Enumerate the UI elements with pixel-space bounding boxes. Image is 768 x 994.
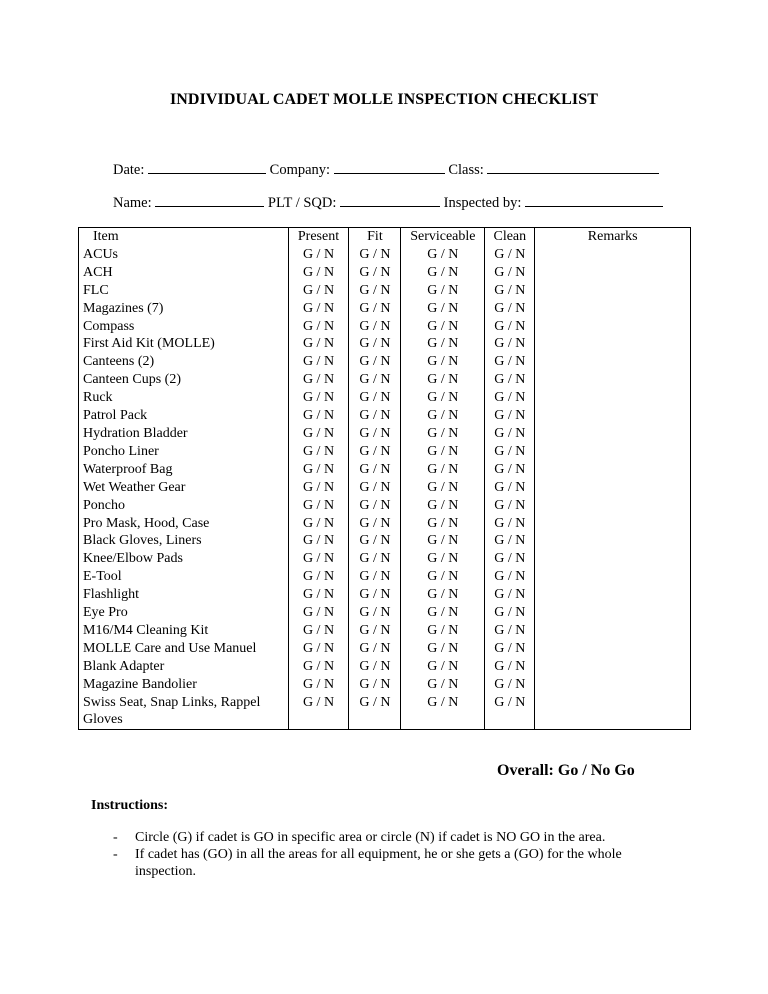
fit-mark[interactable]: G / N: [349, 443, 401, 461]
overall-result: Overall: Go / No Go: [497, 762, 635, 779]
plt-sqd-label: PLT / SQD:: [267, 195, 337, 211]
table-row: [79, 300, 691, 318]
serviceable-mark[interactable]: G / N: [401, 515, 485, 533]
item-name: Blank Adapter: [79, 658, 289, 676]
item-name: MOLLE Care and Use Manuel: [79, 640, 289, 658]
item-name: Poncho Liner: [79, 443, 289, 461]
serviceable-mark[interactable]: G / N: [401, 282, 485, 300]
clean-mark[interactable]: G / N: [485, 282, 535, 300]
company-label: Company:: [269, 162, 331, 178]
table-row: [79, 622, 691, 640]
serviceable-mark[interactable]: G / N: [401, 497, 485, 515]
fit-mark[interactable]: G / N: [349, 264, 401, 282]
present-mark[interactable]: G / N: [288, 479, 349, 497]
fit-mark[interactable]: G / N: [349, 640, 401, 658]
serviceable-mark[interactable]: G / N: [401, 532, 485, 550]
remarks-cell[interactable]: [535, 586, 691, 604]
inspection-table: [78, 227, 691, 730]
col-header-fit: Fit: [349, 228, 401, 246]
remarks-cell[interactable]: [535, 515, 691, 533]
fit-mark[interactable]: G / N: [349, 318, 401, 336]
present-mark[interactable]: G / N: [288, 371, 349, 389]
clean-mark[interactable]: G / N: [485, 389, 535, 407]
present-mark[interactable]: G / N: [288, 497, 349, 515]
table-row: [79, 335, 691, 353]
present-mark[interactable]: G / N: [288, 676, 349, 694]
instructions-heading: Instructions:: [91, 798, 169, 813]
clean-mark[interactable]: G / N: [485, 300, 535, 318]
table-header-row: [79, 228, 691, 246]
present-mark[interactable]: G / N: [288, 694, 349, 730]
present-mark[interactable]: G / N: [288, 622, 349, 640]
date-field[interactable]: [148, 161, 266, 174]
item-name: Hydration Bladder: [79, 425, 289, 443]
serviceable-mark[interactable]: G / N: [401, 371, 485, 389]
table-row: [79, 497, 691, 515]
item-name: Swiss Seat, Snap Links, Rappel Gloves: [79, 694, 289, 730]
clean-mark[interactable]: G / N: [485, 443, 535, 461]
remarks-cell[interactable]: [535, 389, 691, 407]
table-row: [79, 568, 691, 586]
clean-mark[interactable]: G / N: [485, 335, 535, 353]
instruction-text: If cadet has (GO) in all the areas for all equipment, he or she gets a (GO) for the whole inspection.: [135, 847, 622, 879]
table-row: [79, 640, 691, 658]
instruction-text: Circle (G) if cadet is GO in specific area or circle (N) if cadet is NO GO in the area.: [135, 830, 606, 845]
remarks-cell[interactable]: [535, 371, 691, 389]
item-name: ACUs: [79, 246, 289, 264]
fit-mark[interactable]: G / N: [349, 282, 401, 300]
serviceable-mark[interactable]: G / N: [401, 300, 485, 318]
fit-mark[interactable]: G / N: [349, 335, 401, 353]
item-name: Knee/Elbow Pads: [79, 550, 289, 568]
clean-mark[interactable]: G / N: [485, 246, 535, 264]
serviceable-mark[interactable]: G / N: [401, 407, 485, 425]
plt-sqd-field[interactable]: [340, 194, 440, 207]
table-row: [79, 443, 691, 461]
fit-mark[interactable]: G / N: [349, 532, 401, 550]
serviceable-mark[interactable]: G / N: [401, 425, 485, 443]
serviceable-mark[interactable]: G / N: [401, 604, 485, 622]
table-row: [79, 282, 691, 300]
item-name: E-Tool: [79, 568, 289, 586]
present-mark[interactable]: G / N: [288, 264, 349, 282]
remarks-cell[interactable]: [535, 532, 691, 550]
remarks-cell[interactable]: [535, 622, 691, 640]
name-label: Name:: [113, 195, 152, 211]
item-name: Canteens (2): [79, 353, 289, 371]
fit-mark[interactable]: G / N: [349, 658, 401, 676]
present-mark[interactable]: G / N: [288, 389, 349, 407]
fit-mark[interactable]: G / N: [349, 461, 401, 479]
fit-mark[interactable]: G / N: [349, 497, 401, 515]
fit-mark[interactable]: G / N: [349, 694, 401, 730]
present-mark[interactable]: G / N: [288, 300, 349, 318]
table-row: [79, 658, 691, 676]
present-mark[interactable]: G / N: [288, 443, 349, 461]
clean-mark[interactable]: G / N: [485, 515, 535, 533]
col-header-item: Item: [79, 228, 289, 246]
instruction-item: - If cadet has (GO) in all the areas for all equipment, he or she gets a (GO) for the whole inspection.: [113, 847, 622, 879]
serviceable-mark[interactable]: G / N: [401, 622, 485, 640]
fit-mark[interactable]: G / N: [349, 479, 401, 497]
instructions-list: [113, 829, 673, 880]
clean-mark[interactable]: G / N: [485, 532, 535, 550]
present-mark[interactable]: G / N: [288, 461, 349, 479]
clean-mark[interactable]: G / N: [485, 407, 535, 425]
serviceable-mark[interactable]: G / N: [401, 353, 485, 371]
remarks-cell[interactable]: [535, 282, 691, 300]
table-row: [79, 353, 691, 371]
serviceable-mark[interactable]: G / N: [401, 443, 485, 461]
present-mark[interactable]: G / N: [288, 246, 349, 264]
serviceable-mark[interactable]: G / N: [401, 264, 485, 282]
remarks-cell[interactable]: [535, 335, 691, 353]
item-name: Eye Pro: [79, 604, 289, 622]
item-name: Wet Weather Gear: [79, 479, 289, 497]
table-row: [79, 604, 691, 622]
class-label: Class:: [448, 162, 484, 178]
remarks-cell[interactable]: [535, 604, 691, 622]
present-mark[interactable]: G / N: [288, 550, 349, 568]
clean-mark[interactable]: G / N: [485, 461, 535, 479]
fit-mark[interactable]: G / N: [349, 300, 401, 318]
clean-mark[interactable]: G / N: [485, 568, 535, 586]
item-name: ACH: [79, 264, 289, 282]
serviceable-mark[interactable]: G / N: [401, 640, 485, 658]
clean-mark[interactable]: G / N: [485, 497, 535, 515]
clean-mark[interactable]: G / N: [485, 622, 535, 640]
fit-mark[interactable]: G / N: [349, 622, 401, 640]
remarks-cell[interactable]: [535, 318, 691, 336]
fit-mark[interactable]: G / N: [349, 676, 401, 694]
fit-mark[interactable]: G / N: [349, 550, 401, 568]
serviceable-mark[interactable]: G / N: [401, 658, 485, 676]
clean-mark[interactable]: G / N: [485, 318, 535, 336]
present-mark[interactable]: G / N: [288, 640, 349, 658]
serviceable-mark[interactable]: G / N: [401, 318, 485, 336]
remarks-cell[interactable]: [535, 640, 691, 658]
remarks-cell[interactable]: [535, 497, 691, 515]
present-mark[interactable]: G / N: [288, 658, 349, 676]
fit-mark[interactable]: G / N: [349, 389, 401, 407]
date-label: Date:: [113, 162, 145, 178]
remarks-cell[interactable]: [535, 676, 691, 694]
col-header-present: Present: [288, 228, 349, 246]
table-row: [79, 550, 691, 568]
serviceable-mark[interactable]: G / N: [401, 550, 485, 568]
remarks-cell[interactable]: [535, 264, 691, 282]
inspected-by-label: Inspected by:: [443, 195, 522, 211]
item-name: Pro Mask, Hood, Case: [79, 515, 289, 533]
page-title: INDIVIDUAL CADET MOLLE INSPECTION CHECKLIST: [169, 91, 599, 108]
item-name: M16/M4 Cleaning Kit: [79, 622, 289, 640]
col-header-clean: Clean: [485, 228, 535, 246]
fit-mark[interactable]: G / N: [349, 353, 401, 371]
serviceable-mark[interactable]: G / N: [401, 586, 485, 604]
table-row: [79, 246, 691, 264]
col-header-serviceable: Serviceable: [401, 228, 485, 246]
fit-mark[interactable]: G / N: [349, 407, 401, 425]
col-header-remarks: Remarks: [535, 228, 691, 246]
remarks-cell[interactable]: [535, 568, 691, 586]
item-name: Ruck: [79, 389, 289, 407]
present-mark[interactable]: G / N: [288, 425, 349, 443]
present-mark[interactable]: G / N: [288, 586, 349, 604]
item-name: Black Gloves, Liners: [79, 532, 289, 550]
clean-mark[interactable]: G / N: [485, 640, 535, 658]
item-name: Canteen Cups (2): [79, 371, 289, 389]
remarks-cell[interactable]: [535, 461, 691, 479]
table-row: [79, 371, 691, 389]
present-mark[interactable]: G / N: [288, 532, 349, 550]
clean-mark[interactable]: G / N: [485, 586, 535, 604]
serviceable-mark[interactable]: G / N: [401, 676, 485, 694]
fit-mark[interactable]: G / N: [349, 515, 401, 533]
table-row: [79, 425, 691, 443]
item-name: Magazine Bandolier: [79, 676, 289, 694]
item-name: Poncho: [79, 497, 289, 515]
present-mark[interactable]: G / N: [288, 353, 349, 371]
item-name: FLC: [79, 282, 289, 300]
fit-mark[interactable]: G / N: [349, 246, 401, 264]
remarks-cell[interactable]: [535, 246, 691, 264]
fit-mark[interactable]: G / N: [349, 371, 401, 389]
remarks-cell[interactable]: [535, 694, 691, 730]
fit-mark[interactable]: G / N: [349, 604, 401, 622]
clean-mark[interactable]: G / N: [485, 425, 535, 443]
serviceable-mark[interactable]: G / N: [401, 568, 485, 586]
remarks-cell[interactable]: [535, 353, 691, 371]
serviceable-mark[interactable]: G / N: [401, 335, 485, 353]
company-field[interactable]: [334, 161, 445, 174]
table-row: [79, 479, 691, 497]
header-fields-row-1: [113, 161, 659, 179]
clean-mark[interactable]: G / N: [485, 694, 535, 730]
clean-mark[interactable]: G / N: [485, 479, 535, 497]
present-mark[interactable]: G / N: [288, 515, 349, 533]
clean-mark[interactable]: G / N: [485, 371, 535, 389]
present-mark[interactable]: G / N: [288, 604, 349, 622]
remarks-cell[interactable]: [535, 443, 691, 461]
clean-mark[interactable]: G / N: [485, 550, 535, 568]
table-row: [79, 532, 691, 550]
remarks-cell[interactable]: [535, 550, 691, 568]
serviceable-mark[interactable]: G / N: [401, 479, 485, 497]
table-row: [79, 515, 691, 533]
table-row: [79, 694, 691, 730]
remarks-cell[interactable]: [535, 425, 691, 443]
clean-mark[interactable]: G / N: [485, 604, 535, 622]
serviceable-mark[interactable]: G / N: [401, 389, 485, 407]
item-name: Patrol Pack: [79, 407, 289, 425]
inspected-by-field[interactable]: [525, 194, 663, 207]
table-row: [79, 461, 691, 479]
fit-mark[interactable]: G / N: [349, 568, 401, 586]
table-row: [79, 586, 691, 604]
clean-mark[interactable]: G / N: [485, 353, 535, 371]
table-row: [79, 407, 691, 425]
class-field[interactable]: [487, 161, 659, 174]
item-name: Magazines (7): [79, 300, 289, 318]
clean-mark[interactable]: G / N: [485, 676, 535, 694]
present-mark[interactable]: G / N: [288, 568, 349, 586]
table-row: [79, 389, 691, 407]
present-mark[interactable]: G / N: [288, 335, 349, 353]
remarks-cell[interactable]: [535, 658, 691, 676]
item-name: First Aid Kit (MOLLE): [79, 335, 289, 353]
item-name: Compass: [79, 318, 289, 336]
name-field[interactable]: [155, 194, 264, 207]
serviceable-mark[interactable]: G / N: [401, 246, 485, 264]
fit-mark[interactable]: G / N: [349, 586, 401, 604]
present-mark[interactable]: G / N: [288, 318, 349, 336]
fit-mark[interactable]: G / N: [349, 425, 401, 443]
serviceable-mark[interactable]: G / N: [401, 461, 485, 479]
remarks-cell[interactable]: [535, 407, 691, 425]
clean-mark[interactable]: G / N: [485, 658, 535, 676]
remarks-cell[interactable]: [535, 479, 691, 497]
present-mark[interactable]: G / N: [288, 282, 349, 300]
table-row: [79, 264, 691, 282]
table-row: [79, 318, 691, 336]
present-mark[interactable]: G / N: [288, 407, 349, 425]
serviceable-mark[interactable]: G / N: [401, 694, 485, 730]
clean-mark[interactable]: G / N: [485, 264, 535, 282]
item-name: Flashlight: [79, 586, 289, 604]
table-row: [79, 676, 691, 694]
remarks-cell[interactable]: [535, 300, 691, 318]
item-name: Waterproof Bag: [79, 461, 289, 479]
header-fields-row-2: [113, 194, 663, 212]
instruction-item: - Circle (G) if cadet is GO in specific area or circle (N) if cadet is NO GO in the area.: [113, 830, 606, 845]
